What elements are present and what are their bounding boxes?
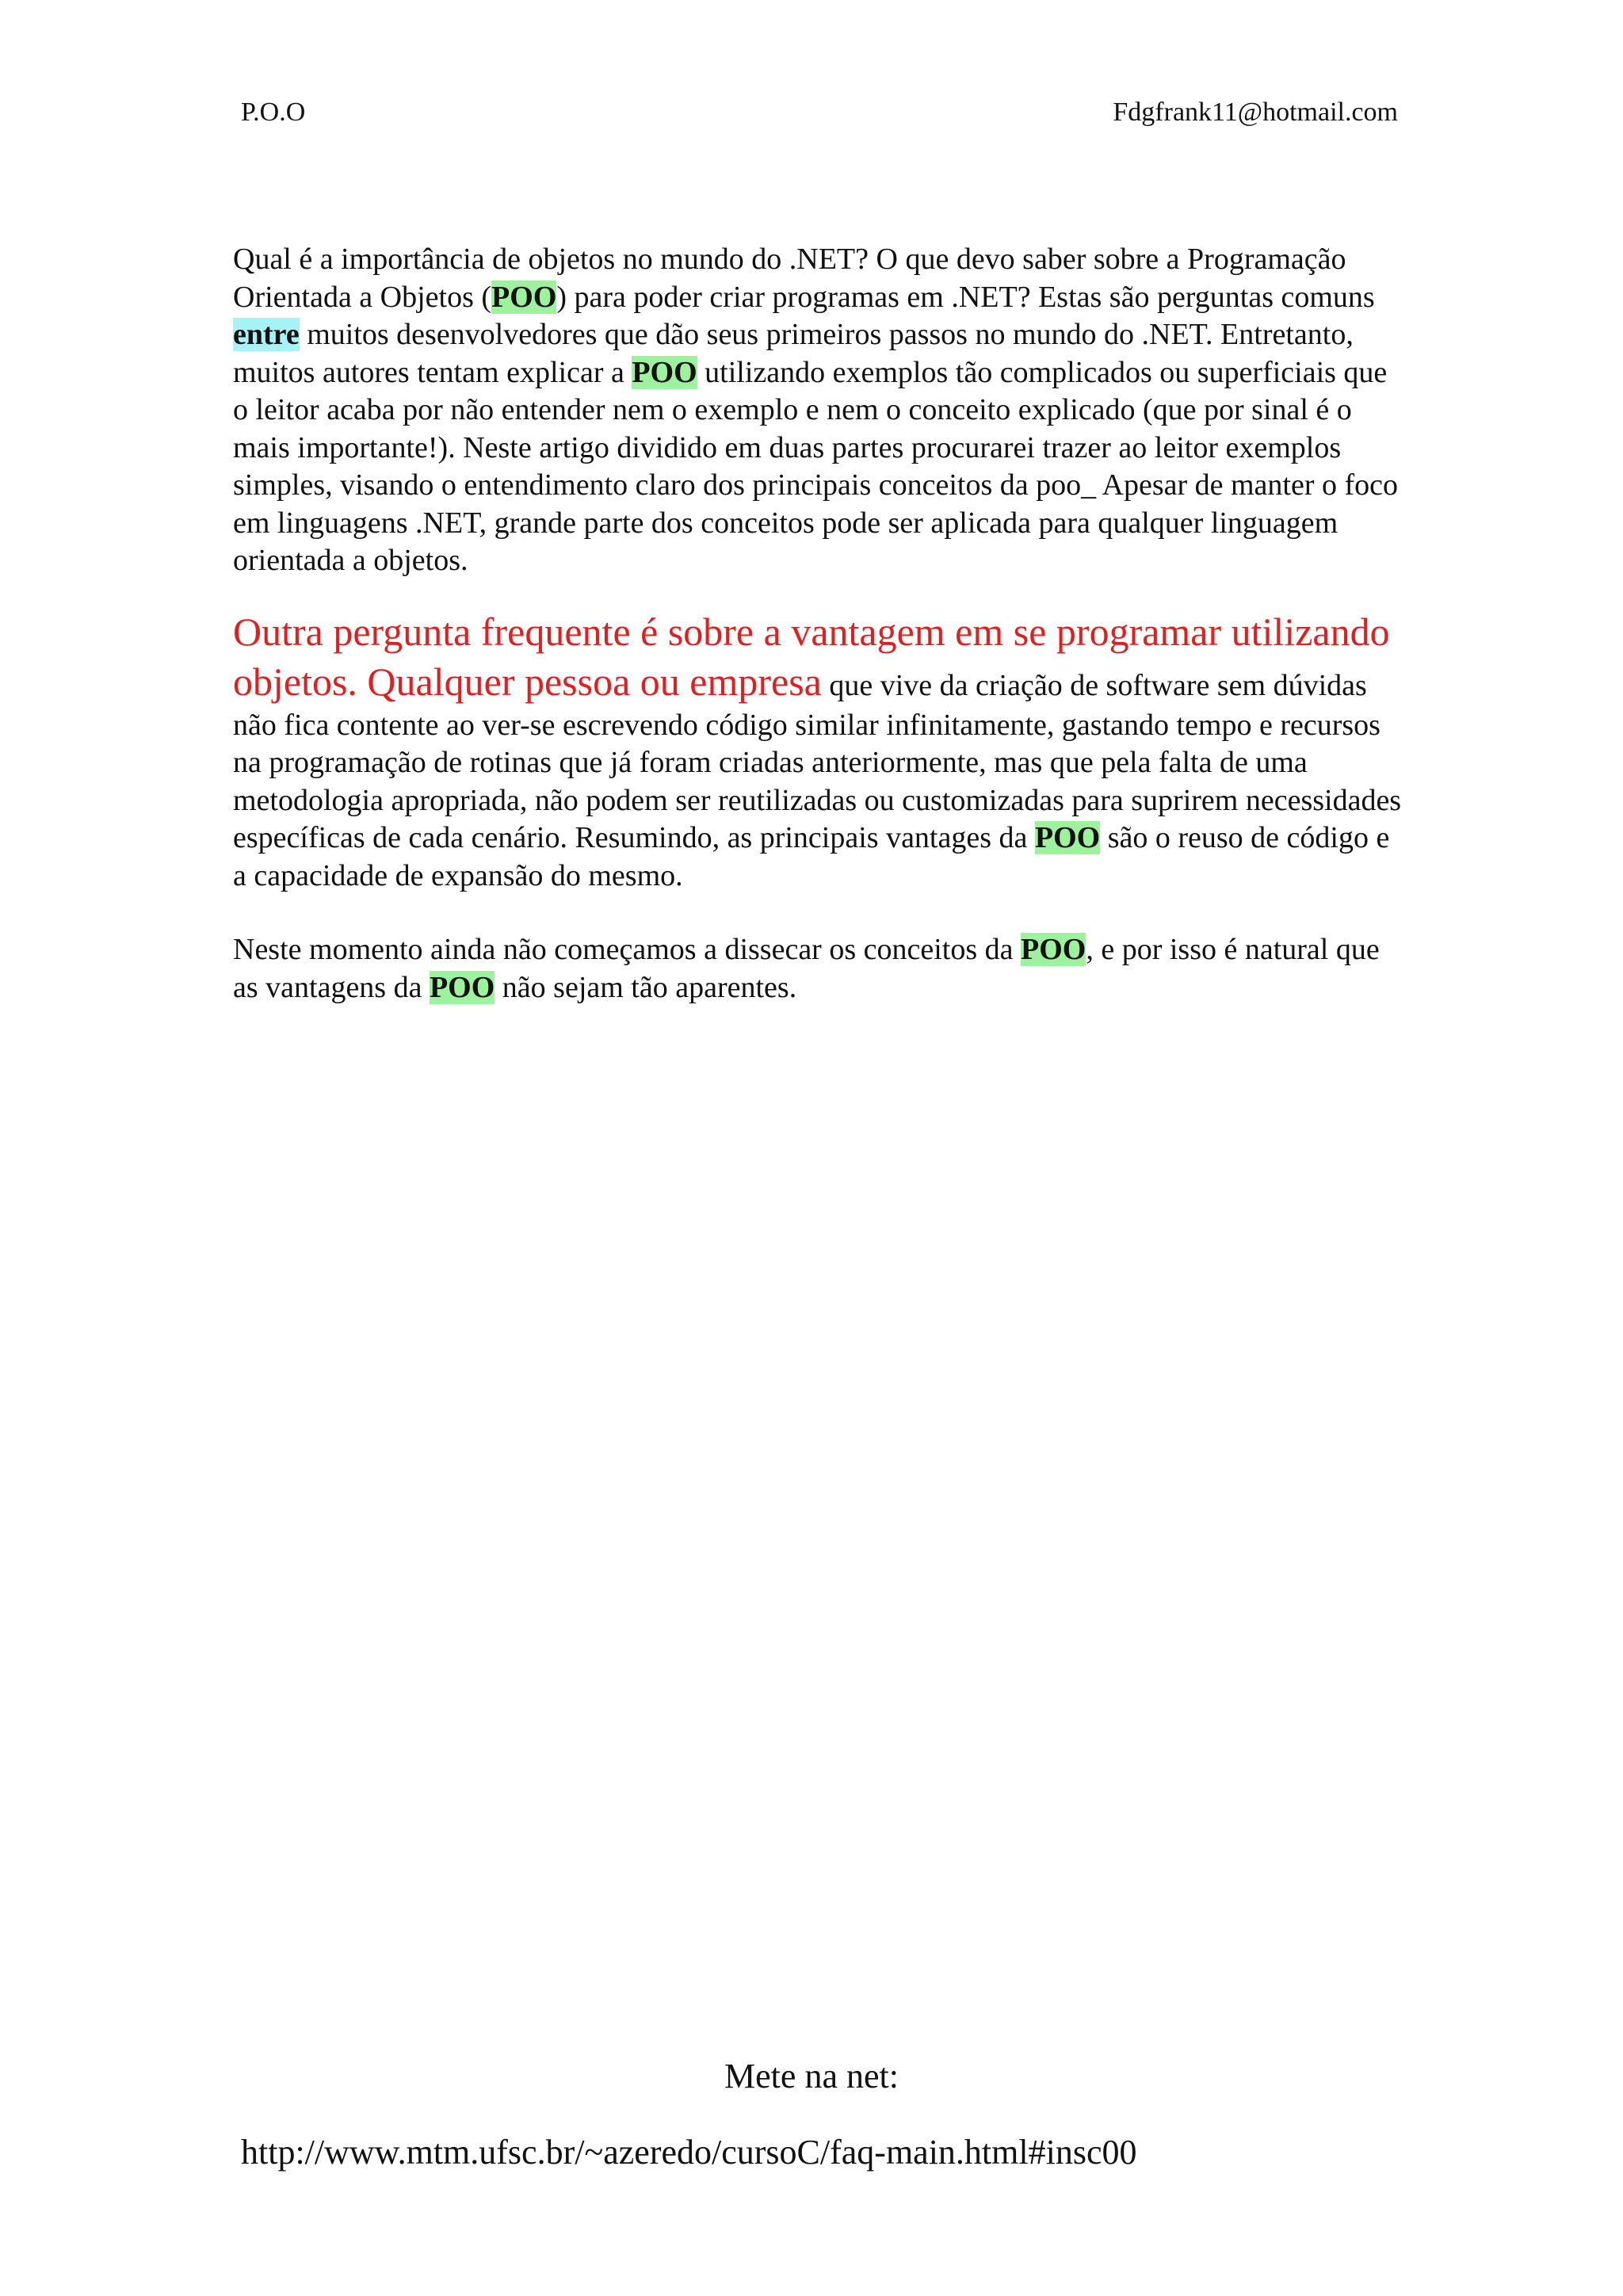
text-run: que vive da criação de software sem dúvidas não fica contente ao ver-se escrevendo código similar infinitamente, gastando tempo e recursos na programação de rotinas que já foram criadas anteriormente, mas que pela falta de uma metodologia apropriada, não podem ser reutilizadas ou customizadas para suprirem necessidades específicas de cada cenário. Resumindo, as principais vantages da [233,668,1402,854]
header-email: Fdgfrank11@hotmail.com [1113,97,1398,127]
highlight-poo: POO [1021,933,1086,966]
red-large-text: Outra pergunta frequente é sobre a vantagem em se programar utilizando objetos. Qualquer pessoa ou empresa [233,609,1390,704]
paragraph-importance [233,241,1406,580]
text-run: Qual é a importância de objetos no mundo do .NET? O que devo saber sobre a Programação Orientada a Objetos ( [233,243,1346,314]
paragraph-spacer [233,580,1406,607]
paragraph-moment [233,931,1406,1007]
paragraph-advantages [233,607,1406,896]
highlight-poo: POO [491,280,557,314]
text-run: Neste momento ainda não começamos a dissecar os conceitos da [233,933,1021,966]
body-text [233,241,1406,1007]
highlight-entre: entre [233,318,300,351]
highlight-poo: POO [429,970,495,1004]
paragraph-spacer [233,895,1406,931]
text-run: , e por isso é natural que as vantagens da [233,933,1380,1004]
text-run: ) para poder criar programas em .NET? Estas são perguntas comuns [556,280,1375,314]
footer-title: Mete na net: [724,2057,899,2095]
text-run: não sejam tão aparentes. [495,970,797,1004]
text-run: são o reuso de código e a capacidade de expansão do mesmo. [233,821,1390,892]
footer-url-link[interactable]: http://www.mtm.ufsc.br/~azeredo/cursoC/faq-main.html#insc00 [241,2133,1137,2172]
text-run: muitos desenvolvedores que dão seus primeiros passos no mundo do .NET. Entretanto, muitos autores tentam explicar a [233,318,1354,389]
text-run: utilizando exemplos tão complicados ou superficiais que o leitor acaba por não entender nem o exemplo e nem o conceito explicado (que por sinal é o mais importante!). Neste artigo dividido em duas partes procurarei trazer ao leitor exemplos simples, visando o entendimento claro dos principais conceitos da poo_ Apesar de manter o foco em linguagens .NET, grande parte dos conceitos pode ser aplicada para qualquer linguagem orientada a objetos. [233,355,1399,577]
highlight-poo: POO [632,355,697,389]
header-title: P.O.O [241,97,306,127]
highlight-poo: POO [1034,821,1101,854]
